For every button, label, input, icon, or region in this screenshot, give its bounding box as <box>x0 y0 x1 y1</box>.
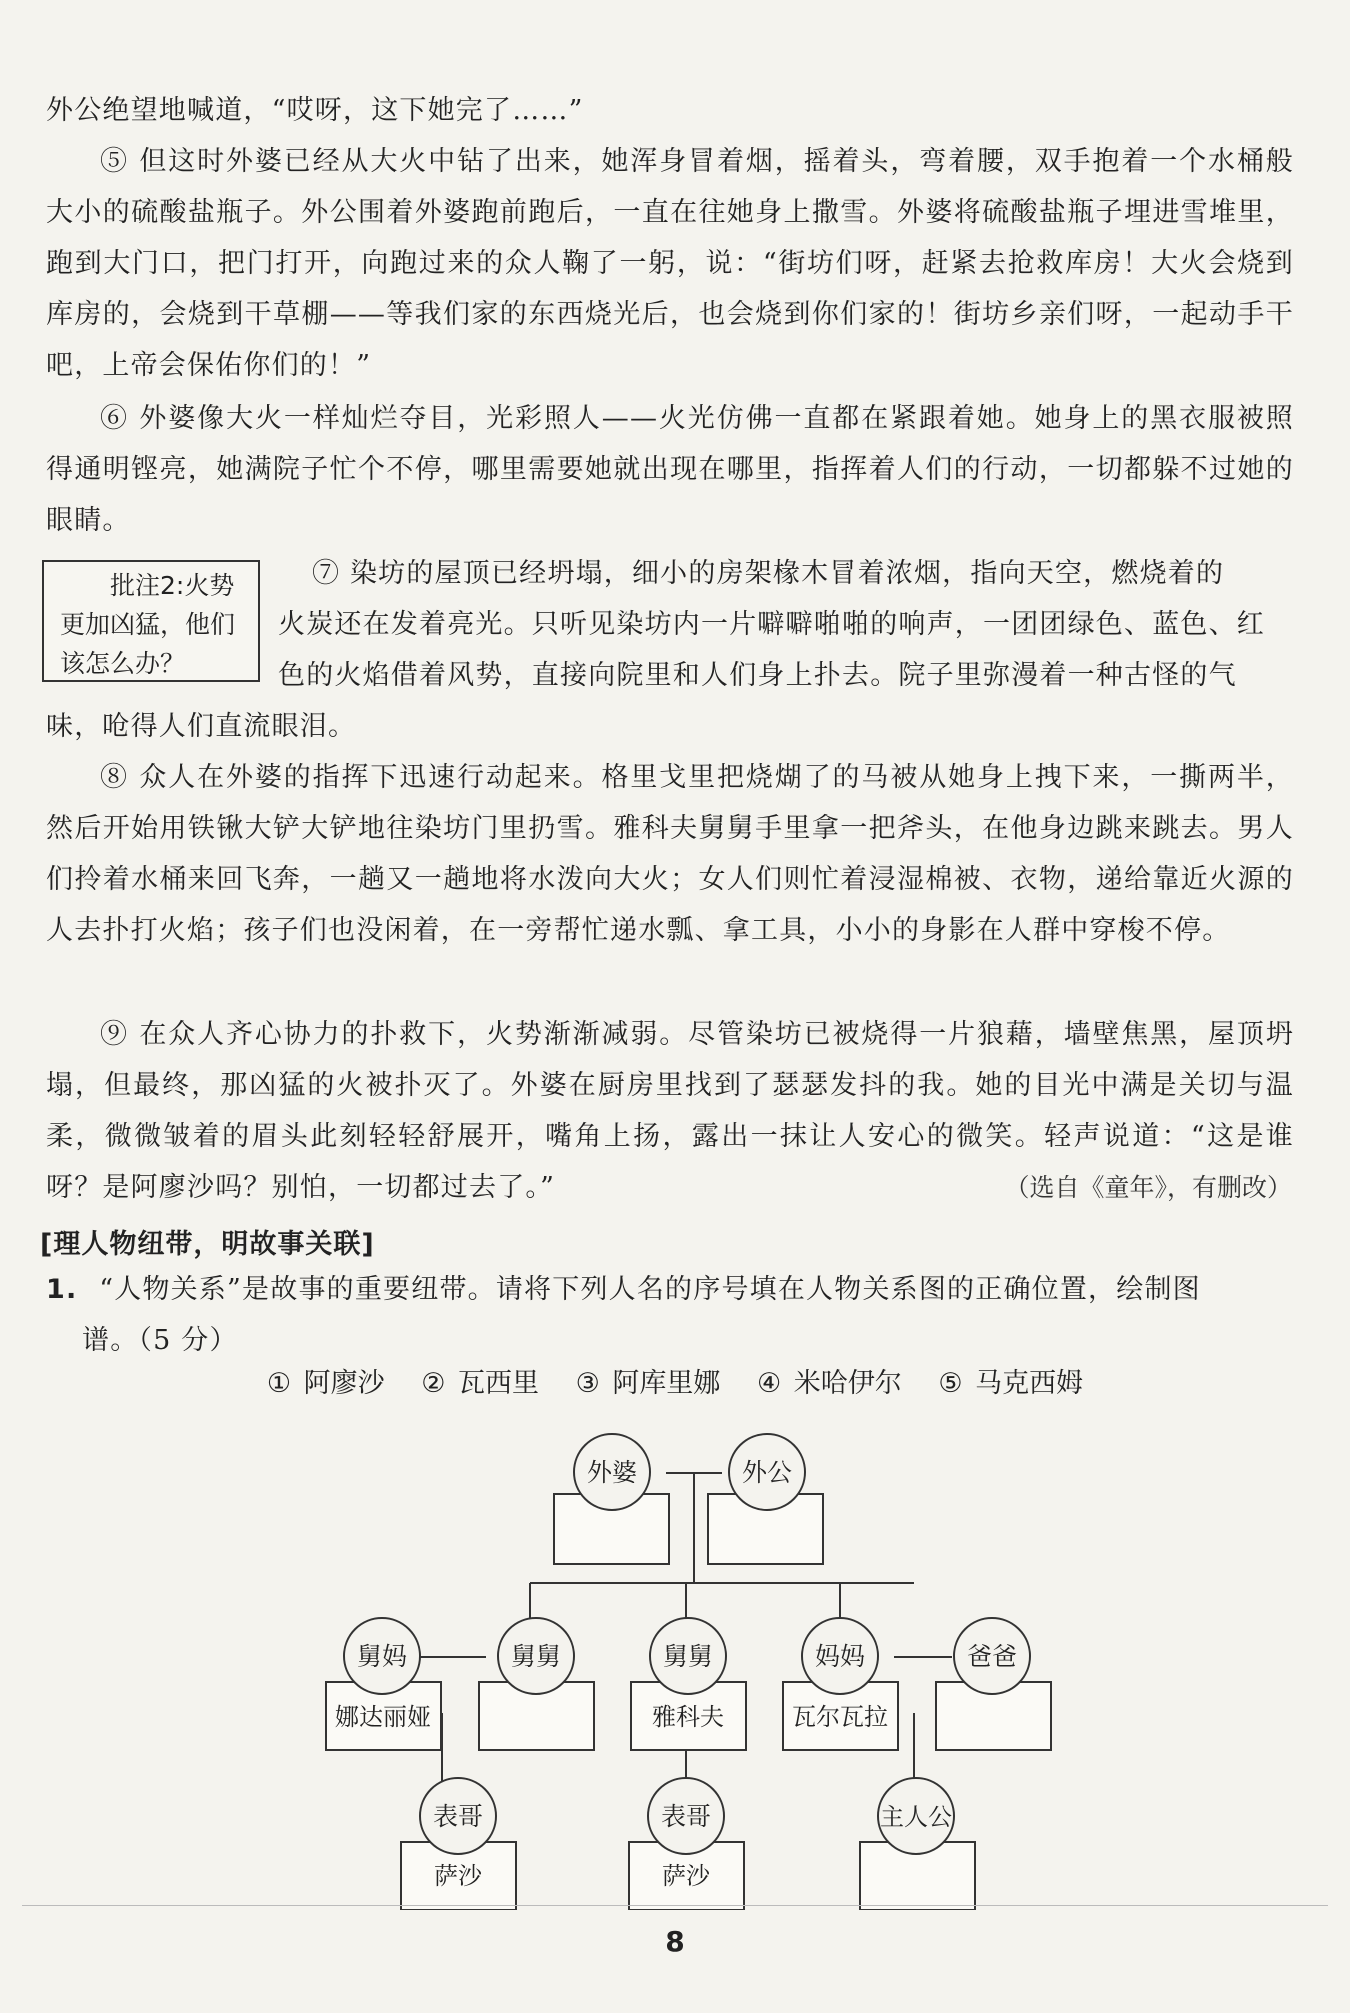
node-label: 外婆 <box>586 1458 638 1487</box>
paragraph-9: ⑨ 在众人齐心协力的扑救下，火势渐渐减弱。尽管染坊已被烧得一片狼藉，墙壁焦黑，屋顶坍塌，但最终，那凶猛的火被扑灭了。外婆在厨房里找到了瑟瑟发抖的我。她的目光中满是关切与温柔，微微皱着的眉头此刻轻轻舒展开，嘴角上扬，露出一抹让人安心的微笑。轻声说道：“这是谁呀？是阿廖沙吗？别怕，一切都过去了。” <box>46 1019 1294 1203</box>
node-label: 表哥 <box>432 1802 484 1831</box>
node-label: 舅舅 <box>510 1642 562 1671</box>
paragraph-7-end: 味，呛得人们直流眼泪。 <box>46 711 357 742</box>
node-grandma <box>554 1434 669 1564</box>
node-name: 雅科夫 <box>652 1703 724 1731</box>
node-label: 表哥 <box>660 1802 712 1831</box>
paragraph-8: ⑧ 众人在外婆的指挥下迅速行动起来。格里戈里把烧煳了的马被从她身上拽下来，一撕两半，然后开始用铁锹大铲大铲地往染坊门里扔雪。雅科夫舅舅手里拿一把斧头，在他身边跳来跳去。男人们拎着水桶来回飞奔，一趟又一趟地将水泼向大火；女人们则忙着浸湿棉被、衣物，递给靠近火源的人去扑打火焰；孩子们也没闲着，在一旁帮忙递水瓢、拿工具，小小的身影在人群中穿梭不停。 <box>46 762 1294 946</box>
page-number: 8 <box>665 1925 685 1958</box>
annotation-line: 更加凶猛，他们 <box>60 610 236 639</box>
node-cousin-2 <box>629 1778 744 1910</box>
node-cousin-1 <box>401 1778 516 1910</box>
option-item: ⑤ 马克西姆 <box>938 1368 1084 1399</box>
question-text-cont: 谱。（5 分） <box>82 1325 238 1356</box>
node-uncle-2 <box>631 1618 746 1750</box>
bottom-rule <box>22 1905 1328 1906</box>
paragraph-6: ⑥ 外婆像大火一样灿烂夺目，光彩照人——火光仿佛一直都在紧跟着她。她身上的黑衣服被照得通明铿亮，她满院子忙个不停，哪里需要她就出现在哪里，指挥着人们的行动，一切都躲不过她的眼睛。 <box>46 403 1294 536</box>
option-item: ① 阿廖沙 <box>266 1368 385 1399</box>
annotation-line: 批注2:火势 <box>110 571 235 600</box>
source-citation: （选自《童年》，有删改） <box>1004 1173 1292 1202</box>
node-grandpa <box>708 1434 823 1564</box>
node-label: 舅舅 <box>662 1642 714 1671</box>
node-label: 妈妈 <box>814 1642 866 1671</box>
node-uncle-1 <box>479 1618 594 1750</box>
node-label: 主人公 <box>880 1803 952 1831</box>
node-name: 瓦尔瓦拉 <box>792 1703 888 1731</box>
option-item: ③ 阿库里娜 <box>575 1368 721 1399</box>
option-item: ② 瓦西里 <box>421 1368 539 1399</box>
paragraph-7-line: 火炭还在发着亮光。只听见染坊内一片噼噼啪啪的响声，一团团绿色、蓝色、红 <box>278 609 1265 640</box>
question-number: 1. <box>46 1274 78 1305</box>
annotation-line: 该怎么办？ <box>60 649 186 678</box>
node-name: 萨沙 <box>662 1862 710 1890</box>
paragraph-5: ⑤ 但这时外婆已经从大火中钻了出来，她浑身冒着烟，摇着头，弯着腰，双手抱着一个水桶般大小的硫酸盐瓶子。外公围着外婆跑前跑后，一直在往她身上撒雪。外婆将硫酸盐瓶子埋进雪堆里，跑到大门口，把门打开，向跑过来的众人鞠了一躬，说：“街坊们呀，赶紧去抢救库房！大火会烧到库房的，会烧到干草棚——等我们家的东西烧光后，也会烧到你们家的！街坊乡亲们呀，一起动手干吧，上帝会保佑你们的！” <box>46 146 1294 381</box>
paragraph-7-line: 色的火焰借着风势，直接向院里和人们身上扑去。院子里弥漫着一种古怪的气 <box>278 660 1237 691</box>
paragraph-7-line: ⑦ 染坊的屋顶已经坍塌，细小的房架椽木冒着浓烟，指向天空，燃烧着的 <box>312 558 1225 589</box>
node-label: 爸爸 <box>966 1642 1018 1671</box>
node-aunt <box>326 1618 441 1750</box>
node-protagonist <box>860 1778 975 1910</box>
node-mother <box>783 1618 898 1750</box>
node-name: 娜达丽娅 <box>335 1703 431 1731</box>
node-name: 萨沙 <box>434 1862 482 1890</box>
node-label: 外公 <box>741 1458 793 1487</box>
paragraph-continuation: 外公绝望地喊道，“哎呀，这下她完了……” <box>46 95 584 126</box>
question-text: “人物关系”是故事的重要纽带。请将下列人名的序号填在人物关系图的正确位置，绘制图 <box>99 1274 1201 1305</box>
section-title: [理人物纽带，明故事关联] <box>40 1229 375 1260</box>
option-item: ④ 米哈伊尔 <box>756 1368 902 1399</box>
node-label: 舅妈 <box>356 1642 408 1671</box>
node-father <box>936 1618 1051 1750</box>
